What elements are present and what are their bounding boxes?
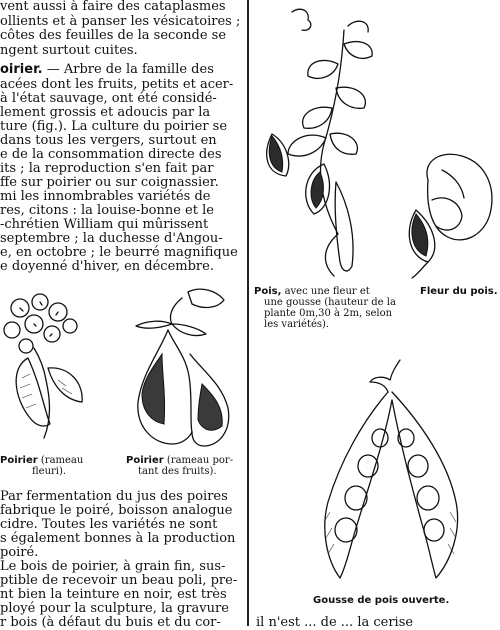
pear-fruit-illustration [132, 284, 242, 454]
text-line: ollients et à panser les vésicatoires ; [0, 14, 241, 29]
text-line: s également bonnes à la production [0, 531, 236, 546]
text-line: e doyenné d'hiver, en décembre. [0, 259, 214, 274]
pea-plant-illustration [252, 4, 412, 280]
text-line: r bois (à défaut du buis et du cor- [0, 615, 221, 630]
text-line: e de la consommation directe des [0, 147, 222, 162]
pea-pod-illustration [300, 352, 480, 588]
caption-text: (rameau por- [163, 455, 234, 466]
text-line: vent aussi à faire des cataplasmes [0, 0, 226, 14]
caption-bold: Poirier [126, 455, 164, 466]
text-line: ngent surtout cuites. [0, 43, 138, 58]
article-text: — Arbre de la famille des [42, 62, 214, 77]
caption-pois-line: plante 0m,30 à 2m, selon [264, 308, 393, 319]
caption-pear-flower [0, 455, 83, 466]
caption-bold: Poirier [0, 455, 38, 466]
caption-pois-line: une gousse (hauteur de la [264, 297, 396, 308]
text-line: mi les innombrables variétés de [0, 189, 211, 204]
caption-pear-fruit [126, 455, 233, 466]
text-line: nt bien la teinture en noir, est très [0, 587, 227, 602]
text-line: fabrique le poiré, boisson analogue [0, 503, 233, 518]
caption-bold: Pois, [254, 286, 282, 297]
caption-text: avec une fleur et [281, 286, 370, 297]
text-line: Par fermentation du jus des poires [0, 489, 228, 504]
text-line: ployé pour la sculpture, la gravure [0, 601, 229, 616]
caption-pear-fruit-line2: tant des fruits). [138, 466, 217, 477]
text-line: cidre. Toutes les variétés ne sont [0, 517, 218, 532]
text-line: -chrétien William qui mûrissent [0, 217, 209, 232]
caption-fleur-du-pois: Fleur du pois. [420, 286, 498, 297]
text-line: ffe sur poirier ou sur coignassier. [0, 175, 219, 190]
text-line: dans tous les vergers, surtout en [0, 133, 217, 148]
text-line: ture (fig.). La culture du poirier se [0, 119, 228, 134]
caption-pear-flower-line2: fleuri). [32, 466, 67, 477]
column-rule [247, 0, 249, 626]
text-line: lement grossis et adoucis par la [0, 105, 211, 120]
pear-flower-illustration [0, 288, 120, 448]
text-line: Le bois de poirier, à grain fin, sus- [0, 559, 226, 574]
text-line-fragment: il n'est ... de ... la cerise [256, 615, 414, 630]
article-title: oirier. [0, 62, 43, 77]
text-line: poiré. [0, 545, 39, 560]
caption-pois [254, 286, 370, 297]
caption-pois-line: les variétés). [264, 319, 330, 330]
text-line: its ; la reproduction s'en fait par [0, 161, 214, 176]
caption-gousse: Gousse de pois ouverte. [313, 595, 450, 606]
pea-flower-illustration [402, 150, 498, 280]
text-line: acées dont les fruits, petits et acer- [0, 77, 234, 92]
text-line: ptible de recevoir un beau poli, pre- [0, 573, 238, 588]
text-line: à l'état sauvage, ont été considé- [0, 91, 217, 106]
text-line: e, en octobre ; le beurré magnifique [0, 245, 238, 260]
article-first-line [0, 63, 214, 77]
text-line: côtes des feuilles de la seconde se [0, 28, 227, 43]
text-line: septembre ; la duchesse d'Angou- [0, 231, 223, 246]
text-line: res, citons : la louise-bonne et le [0, 203, 214, 218]
caption-text: (rameau [37, 455, 84, 466]
